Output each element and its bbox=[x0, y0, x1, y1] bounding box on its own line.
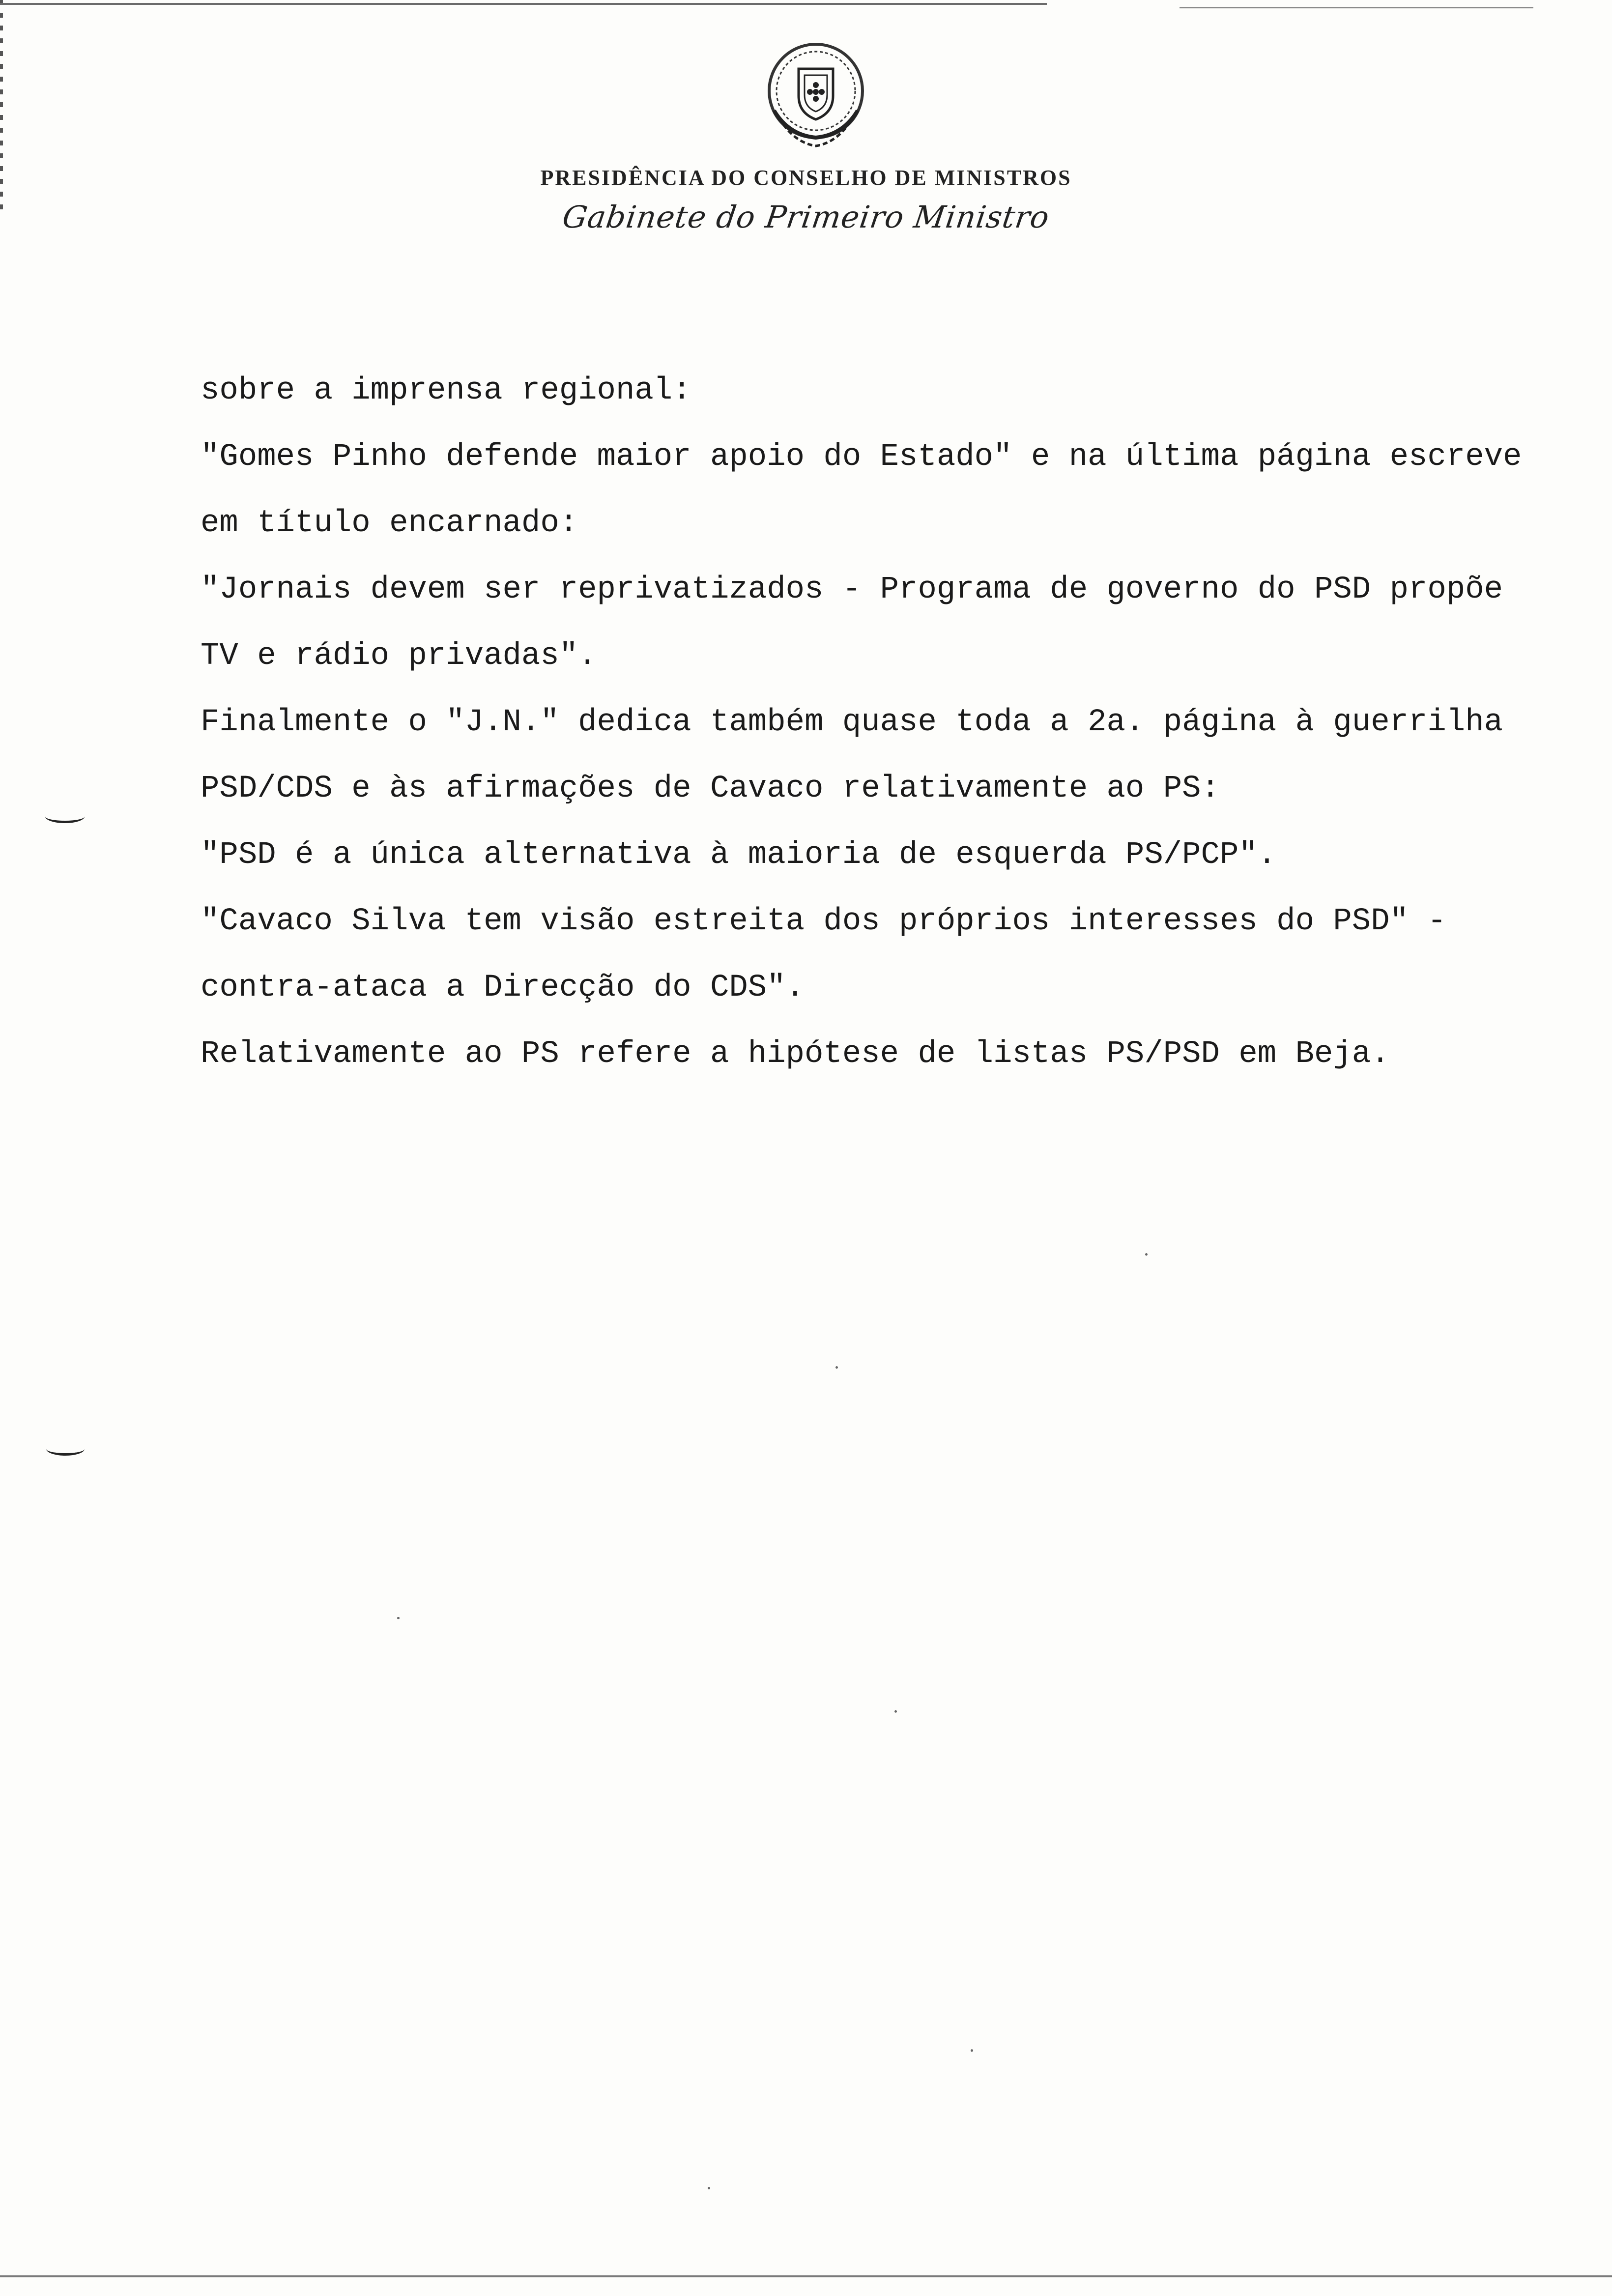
top-edge-line bbox=[0, 3, 1047, 5]
department-name: Gabinete do Primeiro Ministro bbox=[560, 199, 1052, 235]
portuguese-coat-of-arms-icon bbox=[759, 37, 872, 150]
document-body bbox=[201, 358, 1601, 1088]
body-line: "Cavaco Silva tem visão estreita dos próprios interesses do PSD" - bbox=[201, 904, 1446, 939]
margin-punch-mark bbox=[46, 1442, 85, 1456]
body-line: "Gomes Pinho defende maior apoio do Estado" e na última página escreve bbox=[201, 439, 1522, 475]
scan-speck bbox=[971, 2049, 973, 2052]
scan-speck bbox=[894, 1710, 897, 1713]
bottom-edge-line bbox=[0, 2275, 1612, 2277]
organization-name: PRESIDÊNCIA DO CONSELHO DE MINISTROS bbox=[540, 166, 1072, 190]
body-line: Relativamente ao PS refere a hipótese de listas PS/PSD em Beja. bbox=[201, 1036, 1390, 1072]
top-edge-line-right bbox=[1180, 7, 1533, 8]
scan-speck bbox=[397, 1617, 400, 1619]
body-line: "PSD é a única alternativa à maioria de esquerda PS/PCP". bbox=[201, 837, 1277, 873]
scan-speck bbox=[1145, 1253, 1148, 1256]
body-line: Finalmente o "J.N." dedica também quase toda a 2a. página à guerrilha bbox=[201, 705, 1503, 740]
body-line: TV e rádio privadas". bbox=[201, 638, 597, 674]
body-line: "Jornais devem ser reprivatizados - Programa de governo do PSD propõe bbox=[201, 572, 1503, 607]
body-line: sobre a imprensa regional: bbox=[201, 373, 691, 408]
body-line: em título encarnado: bbox=[201, 506, 578, 541]
scan-speck bbox=[708, 2187, 710, 2189]
scan-speck bbox=[835, 1366, 838, 1369]
margin-punch-mark bbox=[45, 810, 85, 823]
body-line: contra-ataca a Direcção do CDS". bbox=[201, 970, 805, 1005]
body-line: PSD/CDS e às afirmações de Cavaco relativamente ao PS: bbox=[201, 771, 1220, 806]
